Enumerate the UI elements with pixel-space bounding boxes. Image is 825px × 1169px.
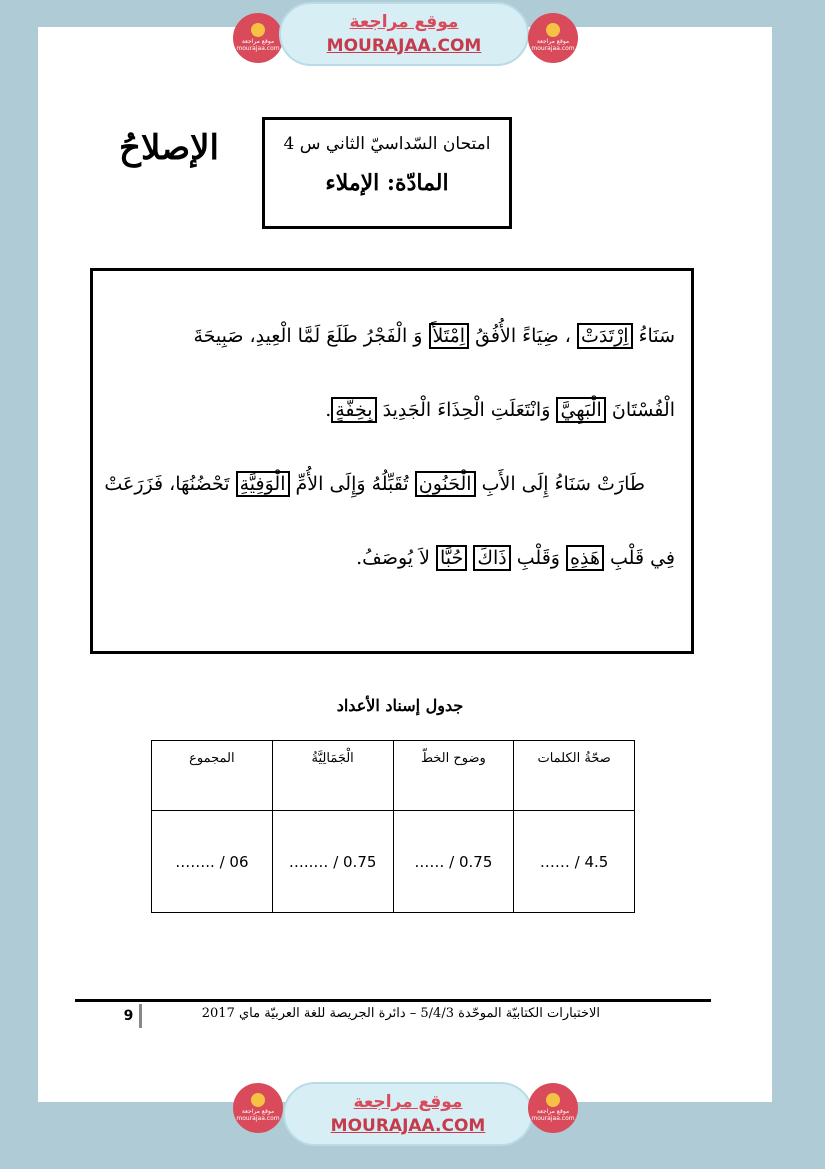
site-name-en[interactable]: MOURAJAA.COM: [330, 1116, 486, 1136]
dictation-line: الْفُسْتَانَ الْبَهِيَّ وَانْتَعَلَتِ الْحِذَاءَ الْجَدِيدَ بِخِفَّةٍ.: [325, 399, 675, 421]
site-logo-icon[interactable]: موقع مراجعة mourajaa.com: [528, 1083, 578, 1133]
site-logo-icon[interactable]: موقع مراجعة mourajaa.com: [528, 13, 578, 63]
site-logo-icon[interactable]: موقع مراجعة mourajaa.com: [233, 1083, 283, 1133]
corrected-word: الْوَفِيَّةِ: [236, 471, 290, 497]
site-logo-icon[interactable]: موقع مراجعة mourajaa.com: [233, 13, 283, 63]
corrected-word: الْحَنُونِ: [415, 471, 476, 497]
corrected-word: اِمْتَلأَ: [429, 323, 470, 349]
table-cell: …… / 4.5: [514, 811, 635, 913]
table-header-cell: المجموع: [152, 741, 273, 811]
grading-table: [151, 740, 635, 913]
page-number: 9: [118, 1004, 142, 1028]
dictation-line: فِي قَلْبِ هَذِهِ وَقَلْبِ ذَاكَ حُبًّا لاَ يُوصَفُ.: [356, 547, 675, 569]
table-cell: …….. / 06: [152, 811, 273, 913]
table-cell: …..… / 0.75: [272, 811, 393, 913]
footer-text: الاختبارات الكتابيّة الموحّدة 5/4/3 – دائرة الجريصة للغة العربيّة ماي 2017: [201, 1006, 600, 1021]
corrected-word: ذَاكَ: [473, 545, 510, 571]
corrected-word: اِرْتَدَتْ: [577, 323, 633, 349]
exam-info-box: [262, 117, 512, 229]
grading-table-title: جدول إسناد الأعداد: [336, 696, 464, 715]
site-name-en[interactable]: MOURAJAA.COM: [326, 36, 482, 56]
dictation-line: طَارَتْ سَنَاءُ إِلَى الأَبِ الْحَنُونِ تُقَبِّلُهُ وَإِلَى الأُمِّ الْوَفِيَّةِ تَحْضُنُهَا، فَزَرَعَتْ: [104, 473, 645, 495]
table-header-cell: الْجَمَالِيَّةُ: [272, 741, 393, 811]
dictation-line: سَنَاءُ اِرْتَدَتْ ، ضِيَاءً الأُفُقُ اِمْتَلأَ وَ الْفَجْرُ طَلَعَ لَمَّا الْعِيدِ، صَبِيحَةَ: [193, 325, 675, 347]
site-name-ar[interactable]: موقع مراجعة: [349, 12, 459, 32]
site-banner-bottom[interactable]: [283, 1082, 533, 1146]
exam-title: امتحان السّداسيّ الثاني س 4: [283, 134, 491, 154]
table-header-cell: صحّةُ الكلمات: [514, 741, 635, 811]
table-header-cell: وضوح الخطّ: [393, 741, 514, 811]
table-cell: …… / 0.75: [393, 811, 514, 913]
answer-title: الإصلاحُ: [119, 128, 219, 168]
footer-divider: [75, 999, 711, 1002]
dictation-text-box: [90, 268, 694, 654]
subject-title: المادّة: الإملاء: [325, 170, 449, 196]
corrected-word: حُبًّا: [436, 545, 467, 571]
corrected-word: هَذِهِ: [566, 545, 604, 571]
corrected-word: بِخِفَّةٍ: [331, 397, 376, 423]
corrected-word: الْبَهِيَّ: [556, 397, 605, 423]
site-banner-top[interactable]: [279, 2, 529, 66]
site-name-ar[interactable]: موقع مراجعة: [353, 1092, 463, 1112]
